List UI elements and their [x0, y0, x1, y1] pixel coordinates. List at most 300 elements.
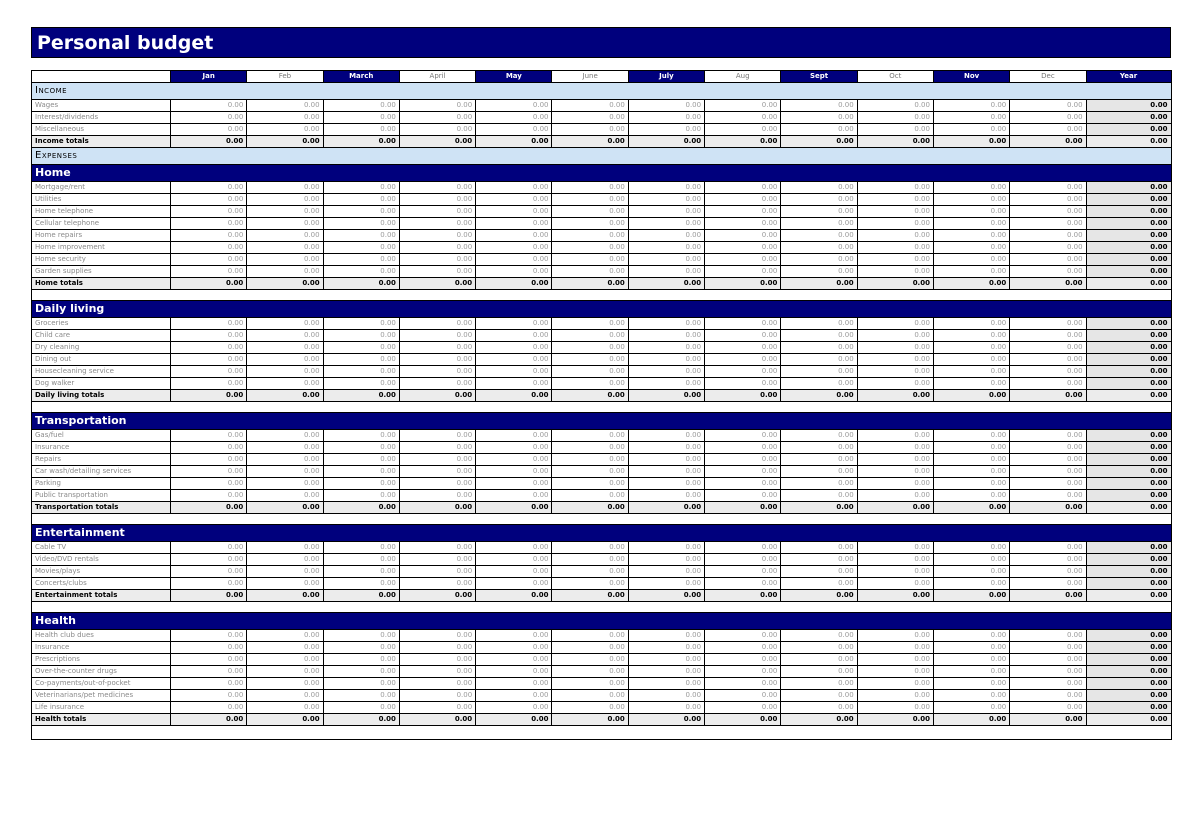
month-cell[interactable]: 0.00: [476, 666, 552, 678]
month-cell[interactable]: 0.00: [1010, 690, 1086, 702]
month-cell[interactable]: 0.00: [171, 266, 247, 278]
month-cell[interactable]: 0.00: [781, 466, 857, 478]
month-cell[interactable]: 0.00: [476, 230, 552, 242]
month-cell[interactable]: 0.00: [476, 702, 552, 714]
month-cell[interactable]: 0.00: [476, 242, 552, 254]
month-cell[interactable]: 0.00: [399, 366, 475, 378]
month-cell[interactable]: 0.00: [705, 554, 781, 566]
month-cell[interactable]: 0.00: [476, 490, 552, 502]
month-cell[interactable]: 0.00: [1010, 124, 1086, 136]
month-cell[interactable]: 0.00: [1010, 654, 1086, 666]
month-cell[interactable]: 0.00: [628, 254, 704, 266]
month-cell[interactable]: 0.00: [857, 390, 933, 402]
month-cell[interactable]: 0.00: [628, 266, 704, 278]
month-cell[interactable]: 0.00: [1010, 478, 1086, 490]
month-cell[interactable]: 0.00: [857, 590, 933, 602]
month-cell[interactable]: 0.00: [857, 430, 933, 442]
month-cell[interactable]: 0.00: [705, 578, 781, 590]
month-cell[interactable]: 0.00: [933, 466, 1009, 478]
month-cell[interactable]: 0.00: [171, 100, 247, 112]
month-cell[interactable]: 0.00: [933, 124, 1009, 136]
month-cell[interactable]: 0.00: [552, 430, 628, 442]
month-cell[interactable]: 0.00: [247, 100, 323, 112]
month-cell[interactable]: 0.00: [171, 702, 247, 714]
month-cell[interactable]: 0.00: [781, 630, 857, 642]
month-cell[interactable]: 0.00: [933, 378, 1009, 390]
month-cell[interactable]: 0.00: [247, 254, 323, 266]
month-cell[interactable]: 0.00: [399, 578, 475, 590]
month-cell[interactable]: 0.00: [476, 278, 552, 290]
month-cell[interactable]: 0.00: [476, 330, 552, 342]
month-cell[interactable]: 0.00: [399, 254, 475, 266]
month-cell[interactable]: 0.00: [552, 366, 628, 378]
month-cell[interactable]: 0.00: [476, 678, 552, 690]
month-cell[interactable]: 0.00: [705, 136, 781, 148]
month-cell[interactable]: 0.00: [399, 278, 475, 290]
month-cell[interactable]: 0.00: [857, 230, 933, 242]
month-cell[interactable]: 0.00: [399, 206, 475, 218]
month-cell[interactable]: 0.00: [857, 182, 933, 194]
month-cell[interactable]: 0.00: [552, 554, 628, 566]
month-cell[interactable]: 0.00: [628, 678, 704, 690]
month-cell[interactable]: 0.00: [781, 590, 857, 602]
month-cell[interactable]: 0.00: [247, 642, 323, 654]
month-cell[interactable]: 0.00: [781, 490, 857, 502]
month-cell[interactable]: 0.00: [552, 642, 628, 654]
month-cell[interactable]: 0.00: [171, 542, 247, 554]
month-cell[interactable]: 0.00: [857, 442, 933, 454]
month-cell[interactable]: 0.00: [476, 354, 552, 366]
month-cell[interactable]: 0.00: [781, 330, 857, 342]
month-cell[interactable]: 0.00: [628, 206, 704, 218]
month-cell[interactable]: 0.00: [323, 254, 399, 266]
month-cell[interactable]: 0.00: [323, 194, 399, 206]
month-cell[interactable]: 0.00: [552, 112, 628, 124]
month-cell[interactable]: 0.00: [247, 182, 323, 194]
month-cell[interactable]: 0.00: [1010, 678, 1086, 690]
month-cell[interactable]: 0.00: [628, 666, 704, 678]
month-cell[interactable]: 0.00: [857, 354, 933, 366]
month-cell[interactable]: 0.00: [247, 206, 323, 218]
month-cell[interactable]: 0.00: [476, 194, 552, 206]
month-cell[interactable]: 0.00: [171, 690, 247, 702]
month-cell[interactable]: 0.00: [323, 366, 399, 378]
month-cell[interactable]: 0.00: [476, 430, 552, 442]
month-cell[interactable]: 0.00: [171, 466, 247, 478]
month-cell[interactable]: 0.00: [399, 182, 475, 194]
month-cell[interactable]: 0.00: [628, 136, 704, 148]
month-cell[interactable]: 0.00: [781, 642, 857, 654]
month-cell[interactable]: 0.00: [476, 502, 552, 514]
month-cell[interactable]: 0.00: [552, 124, 628, 136]
month-cell[interactable]: 0.00: [171, 354, 247, 366]
month-cell[interactable]: 0.00: [628, 354, 704, 366]
month-cell[interactable]: 0.00: [323, 354, 399, 366]
month-cell[interactable]: 0.00: [1010, 714, 1086, 726]
month-cell[interactable]: 0.00: [705, 642, 781, 654]
month-cell[interactable]: 0.00: [552, 100, 628, 112]
month-cell[interactable]: 0.00: [857, 654, 933, 666]
month-cell[interactable]: 0.00: [171, 366, 247, 378]
month-cell[interactable]: 0.00: [171, 242, 247, 254]
month-cell[interactable]: 0.00: [1010, 442, 1086, 454]
month-cell[interactable]: 0.00: [247, 502, 323, 514]
month-cell[interactable]: 0.00: [933, 342, 1009, 354]
month-cell[interactable]: 0.00: [933, 554, 1009, 566]
month-cell[interactable]: 0.00: [323, 430, 399, 442]
month-cell[interactable]: 0.00: [171, 566, 247, 578]
month-cell[interactable]: 0.00: [933, 242, 1009, 254]
month-cell[interactable]: 0.00: [933, 578, 1009, 590]
month-cell[interactable]: 0.00: [628, 478, 704, 490]
month-cell[interactable]: 0.00: [476, 182, 552, 194]
month-cell[interactable]: 0.00: [399, 124, 475, 136]
month-cell[interactable]: 0.00: [933, 366, 1009, 378]
month-cell[interactable]: 0.00: [857, 630, 933, 642]
month-cell[interactable]: 0.00: [781, 100, 857, 112]
month-cell[interactable]: 0.00: [247, 590, 323, 602]
month-cell[interactable]: 0.00: [933, 112, 1009, 124]
month-cell[interactable]: 0.00: [171, 254, 247, 266]
month-cell[interactable]: 0.00: [247, 318, 323, 330]
month-cell[interactable]: 0.00: [247, 542, 323, 554]
month-cell[interactable]: 0.00: [705, 254, 781, 266]
month-cell[interactable]: 0.00: [476, 654, 552, 666]
month-cell[interactable]: 0.00: [552, 666, 628, 678]
month-cell[interactable]: 0.00: [552, 578, 628, 590]
month-cell[interactable]: 0.00: [247, 266, 323, 278]
month-cell[interactable]: 0.00: [933, 354, 1009, 366]
month-cell[interactable]: 0.00: [552, 566, 628, 578]
month-cell[interactable]: 0.00: [476, 254, 552, 266]
month-cell[interactable]: 0.00: [705, 182, 781, 194]
month-cell[interactable]: 0.00: [552, 194, 628, 206]
month-cell[interactable]: 0.00: [552, 630, 628, 642]
month-cell[interactable]: 0.00: [781, 182, 857, 194]
month-cell[interactable]: 0.00: [705, 630, 781, 642]
month-cell[interactable]: 0.00: [247, 430, 323, 442]
month-cell[interactable]: 0.00: [399, 266, 475, 278]
month-cell[interactable]: 0.00: [399, 666, 475, 678]
month-cell[interactable]: 0.00: [933, 566, 1009, 578]
month-cell[interactable]: 0.00: [323, 630, 399, 642]
month-cell[interactable]: 0.00: [933, 490, 1009, 502]
month-cell[interactable]: 0.00: [171, 578, 247, 590]
month-cell[interactable]: 0.00: [399, 112, 475, 124]
month-cell[interactable]: 0.00: [476, 124, 552, 136]
month-cell[interactable]: 0.00: [705, 242, 781, 254]
month-cell[interactable]: 0.00: [323, 330, 399, 342]
month-cell[interactable]: 0.00: [171, 112, 247, 124]
month-cell[interactable]: 0.00: [171, 554, 247, 566]
month-cell[interactable]: 0.00: [399, 194, 475, 206]
month-cell[interactable]: 0.00: [171, 442, 247, 454]
month-cell[interactable]: 0.00: [476, 100, 552, 112]
month-cell[interactable]: 0.00: [857, 100, 933, 112]
month-cell[interactable]: 0.00: [628, 194, 704, 206]
month-cell[interactable]: 0.00: [857, 330, 933, 342]
month-cell[interactable]: 0.00: [705, 442, 781, 454]
month-cell[interactable]: 0.00: [323, 378, 399, 390]
month-cell[interactable]: 0.00: [247, 442, 323, 454]
month-cell[interactable]: 0.00: [1010, 218, 1086, 230]
month-cell[interactable]: 0.00: [628, 182, 704, 194]
month-cell[interactable]: 0.00: [1010, 318, 1086, 330]
month-cell[interactable]: 0.00: [628, 330, 704, 342]
month-cell[interactable]: 0.00: [171, 318, 247, 330]
month-cell[interactable]: 0.00: [781, 554, 857, 566]
month-cell[interactable]: 0.00: [171, 502, 247, 514]
month-cell[interactable]: 0.00: [705, 478, 781, 490]
month-cell[interactable]: 0.00: [247, 478, 323, 490]
month-cell[interactable]: 0.00: [1010, 342, 1086, 354]
month-cell[interactable]: 0.00: [1010, 206, 1086, 218]
month-cell[interactable]: 0.00: [628, 342, 704, 354]
month-cell[interactable]: 0.00: [399, 566, 475, 578]
month-cell[interactable]: 0.00: [781, 242, 857, 254]
month-cell[interactable]: 0.00: [1010, 136, 1086, 148]
month-cell[interactable]: 0.00: [628, 566, 704, 578]
month-cell[interactable]: 0.00: [247, 666, 323, 678]
month-cell[interactable]: 0.00: [628, 366, 704, 378]
month-cell[interactable]: 0.00: [857, 566, 933, 578]
month-cell[interactable]: 0.00: [857, 454, 933, 466]
month-cell[interactable]: 0.00: [628, 278, 704, 290]
month-cell[interactable]: 0.00: [705, 112, 781, 124]
month-cell[interactable]: 0.00: [933, 100, 1009, 112]
month-cell[interactable]: 0.00: [857, 690, 933, 702]
month-cell[interactable]: 0.00: [476, 206, 552, 218]
month-cell[interactable]: 0.00: [781, 366, 857, 378]
month-cell[interactable]: 0.00: [1010, 354, 1086, 366]
month-cell[interactable]: 0.00: [933, 206, 1009, 218]
month-cell[interactable]: 0.00: [171, 194, 247, 206]
month-cell[interactable]: 0.00: [705, 206, 781, 218]
month-cell[interactable]: 0.00: [399, 230, 475, 242]
month-cell[interactable]: 0.00: [781, 112, 857, 124]
month-cell[interactable]: 0.00: [628, 390, 704, 402]
month-cell[interactable]: 0.00: [628, 100, 704, 112]
month-cell[interactable]: 0.00: [399, 490, 475, 502]
month-cell[interactable]: 0.00: [781, 678, 857, 690]
month-cell[interactable]: 0.00: [399, 242, 475, 254]
month-cell[interactable]: 0.00: [781, 442, 857, 454]
month-cell[interactable]: 0.00: [323, 182, 399, 194]
month-cell[interactable]: 0.00: [171, 490, 247, 502]
month-cell[interactable]: 0.00: [705, 690, 781, 702]
month-cell[interactable]: 0.00: [247, 690, 323, 702]
month-cell[interactable]: 0.00: [399, 330, 475, 342]
month-cell[interactable]: 0.00: [781, 254, 857, 266]
month-cell[interactable]: 0.00: [399, 430, 475, 442]
month-cell[interactable]: 0.00: [781, 266, 857, 278]
month-cell[interactable]: 0.00: [399, 218, 475, 230]
month-cell[interactable]: 0.00: [781, 206, 857, 218]
month-cell[interactable]: 0.00: [247, 342, 323, 354]
month-cell[interactable]: 0.00: [857, 218, 933, 230]
month-cell[interactable]: 0.00: [323, 654, 399, 666]
month-cell[interactable]: 0.00: [552, 542, 628, 554]
month-cell[interactable]: 0.00: [628, 218, 704, 230]
month-cell[interactable]: 0.00: [323, 590, 399, 602]
month-cell[interactable]: 0.00: [247, 466, 323, 478]
month-cell[interactable]: 0.00: [476, 318, 552, 330]
month-cell[interactable]: 0.00: [476, 218, 552, 230]
month-cell[interactable]: 0.00: [171, 430, 247, 442]
month-cell[interactable]: 0.00: [1010, 230, 1086, 242]
month-cell[interactable]: 0.00: [705, 100, 781, 112]
month-cell[interactable]: 0.00: [781, 578, 857, 590]
month-cell[interactable]: 0.00: [323, 242, 399, 254]
month-cell[interactable]: 0.00: [247, 354, 323, 366]
month-cell[interactable]: 0.00: [933, 502, 1009, 514]
month-cell[interactable]: 0.00: [705, 366, 781, 378]
month-cell[interactable]: 0.00: [476, 442, 552, 454]
month-cell[interactable]: 0.00: [476, 390, 552, 402]
month-cell[interactable]: 0.00: [857, 490, 933, 502]
month-cell[interactable]: 0.00: [781, 378, 857, 390]
month-cell[interactable]: 0.00: [857, 666, 933, 678]
month-cell[interactable]: 0.00: [247, 194, 323, 206]
month-cell[interactable]: 0.00: [552, 206, 628, 218]
month-cell[interactable]: 0.00: [323, 702, 399, 714]
month-cell[interactable]: 0.00: [933, 218, 1009, 230]
month-cell[interactable]: 0.00: [705, 454, 781, 466]
month-cell[interactable]: 0.00: [933, 590, 1009, 602]
month-cell[interactable]: 0.00: [171, 454, 247, 466]
month-cell[interactable]: 0.00: [323, 502, 399, 514]
month-cell[interactable]: 0.00: [552, 490, 628, 502]
month-cell[interactable]: 0.00: [933, 542, 1009, 554]
month-cell[interactable]: 0.00: [552, 218, 628, 230]
month-cell[interactable]: 0.00: [857, 266, 933, 278]
month-cell[interactable]: 0.00: [628, 630, 704, 642]
month-cell[interactable]: 0.00: [323, 112, 399, 124]
month-cell[interactable]: 0.00: [247, 378, 323, 390]
month-cell[interactable]: 0.00: [247, 242, 323, 254]
month-cell[interactable]: 0.00: [705, 330, 781, 342]
month-cell[interactable]: 0.00: [857, 318, 933, 330]
month-cell[interactable]: 0.00: [857, 502, 933, 514]
month-cell[interactable]: 0.00: [247, 112, 323, 124]
month-cell[interactable]: 0.00: [399, 630, 475, 642]
month-cell[interactable]: 0.00: [247, 566, 323, 578]
month-cell[interactable]: 0.00: [628, 590, 704, 602]
month-cell[interactable]: 0.00: [705, 342, 781, 354]
month-cell[interactable]: 0.00: [933, 702, 1009, 714]
month-cell[interactable]: 0.00: [476, 542, 552, 554]
month-cell[interactable]: 0.00: [399, 478, 475, 490]
month-cell[interactable]: 0.00: [247, 218, 323, 230]
month-cell[interactable]: 0.00: [399, 390, 475, 402]
month-cell[interactable]: 0.00: [247, 578, 323, 590]
month-cell[interactable]: 0.00: [628, 466, 704, 478]
month-cell[interactable]: 0.00: [399, 378, 475, 390]
month-cell[interactable]: 0.00: [1010, 642, 1086, 654]
month-cell[interactable]: 0.00: [476, 266, 552, 278]
month-cell[interactable]: 0.00: [781, 666, 857, 678]
month-cell[interactable]: 0.00: [247, 390, 323, 402]
month-cell[interactable]: 0.00: [933, 182, 1009, 194]
month-cell[interactable]: 0.00: [247, 678, 323, 690]
month-cell[interactable]: 0.00: [552, 354, 628, 366]
month-cell[interactable]: 0.00: [399, 590, 475, 602]
month-cell[interactable]: 0.00: [247, 654, 323, 666]
month-cell[interactable]: 0.00: [476, 590, 552, 602]
month-cell[interactable]: 0.00: [476, 378, 552, 390]
month-cell[interactable]: 0.00: [705, 390, 781, 402]
month-cell[interactable]: 0.00: [857, 714, 933, 726]
month-cell[interactable]: 0.00: [323, 554, 399, 566]
month-cell[interactable]: 0.00: [171, 378, 247, 390]
month-cell[interactable]: 0.00: [399, 318, 475, 330]
month-cell[interactable]: 0.00: [1010, 330, 1086, 342]
month-cell[interactable]: 0.00: [857, 542, 933, 554]
month-cell[interactable]: 0.00: [705, 566, 781, 578]
month-cell[interactable]: 0.00: [247, 136, 323, 148]
month-cell[interactable]: 0.00: [781, 478, 857, 490]
month-cell[interactable]: 0.00: [323, 542, 399, 554]
month-cell[interactable]: 0.00: [781, 124, 857, 136]
month-cell[interactable]: 0.00: [705, 666, 781, 678]
month-cell[interactable]: 0.00: [323, 318, 399, 330]
month-cell[interactable]: 0.00: [705, 590, 781, 602]
month-cell[interactable]: 0.00: [323, 136, 399, 148]
month-cell[interactable]: 0.00: [552, 318, 628, 330]
month-cell[interactable]: 0.00: [323, 390, 399, 402]
month-cell[interactable]: 0.00: [705, 502, 781, 514]
month-cell[interactable]: 0.00: [171, 230, 247, 242]
month-cell[interactable]: 0.00: [781, 194, 857, 206]
month-cell[interactable]: 0.00: [933, 230, 1009, 242]
month-cell[interactable]: 0.00: [552, 702, 628, 714]
month-cell[interactable]: 0.00: [476, 690, 552, 702]
month-cell[interactable]: 0.00: [705, 678, 781, 690]
month-cell[interactable]: 0.00: [323, 478, 399, 490]
month-cell[interactable]: 0.00: [323, 642, 399, 654]
month-cell[interactable]: 0.00: [171, 330, 247, 342]
month-cell[interactable]: 0.00: [1010, 566, 1086, 578]
month-cell[interactable]: 0.00: [323, 266, 399, 278]
month-cell[interactable]: 0.00: [857, 466, 933, 478]
month-cell[interactable]: 0.00: [1010, 590, 1086, 602]
month-cell[interactable]: 0.00: [323, 454, 399, 466]
month-cell[interactable]: 0.00: [857, 366, 933, 378]
month-cell[interactable]: 0.00: [705, 378, 781, 390]
month-cell[interactable]: 0.00: [1010, 182, 1086, 194]
month-cell[interactable]: 0.00: [933, 454, 1009, 466]
month-cell[interactable]: 0.00: [476, 478, 552, 490]
month-cell[interactable]: 0.00: [247, 714, 323, 726]
month-cell[interactable]: 0.00: [1010, 666, 1086, 678]
month-cell[interactable]: 0.00: [552, 330, 628, 342]
month-cell[interactable]: 0.00: [552, 714, 628, 726]
month-cell[interactable]: 0.00: [628, 124, 704, 136]
month-cell[interactable]: 0.00: [552, 136, 628, 148]
month-cell[interactable]: 0.00: [705, 542, 781, 554]
month-cell[interactable]: 0.00: [323, 124, 399, 136]
month-cell[interactable]: 0.00: [552, 654, 628, 666]
month-cell[interactable]: 0.00: [1010, 254, 1086, 266]
month-cell[interactable]: 0.00: [399, 342, 475, 354]
month-cell[interactable]: 0.00: [476, 454, 552, 466]
month-cell[interactable]: 0.00: [781, 230, 857, 242]
month-cell[interactable]: 0.00: [1010, 542, 1086, 554]
month-cell[interactable]: 0.00: [399, 702, 475, 714]
month-cell[interactable]: 0.00: [628, 454, 704, 466]
month-cell[interactable]: 0.00: [552, 278, 628, 290]
month-cell[interactable]: 0.00: [552, 230, 628, 242]
